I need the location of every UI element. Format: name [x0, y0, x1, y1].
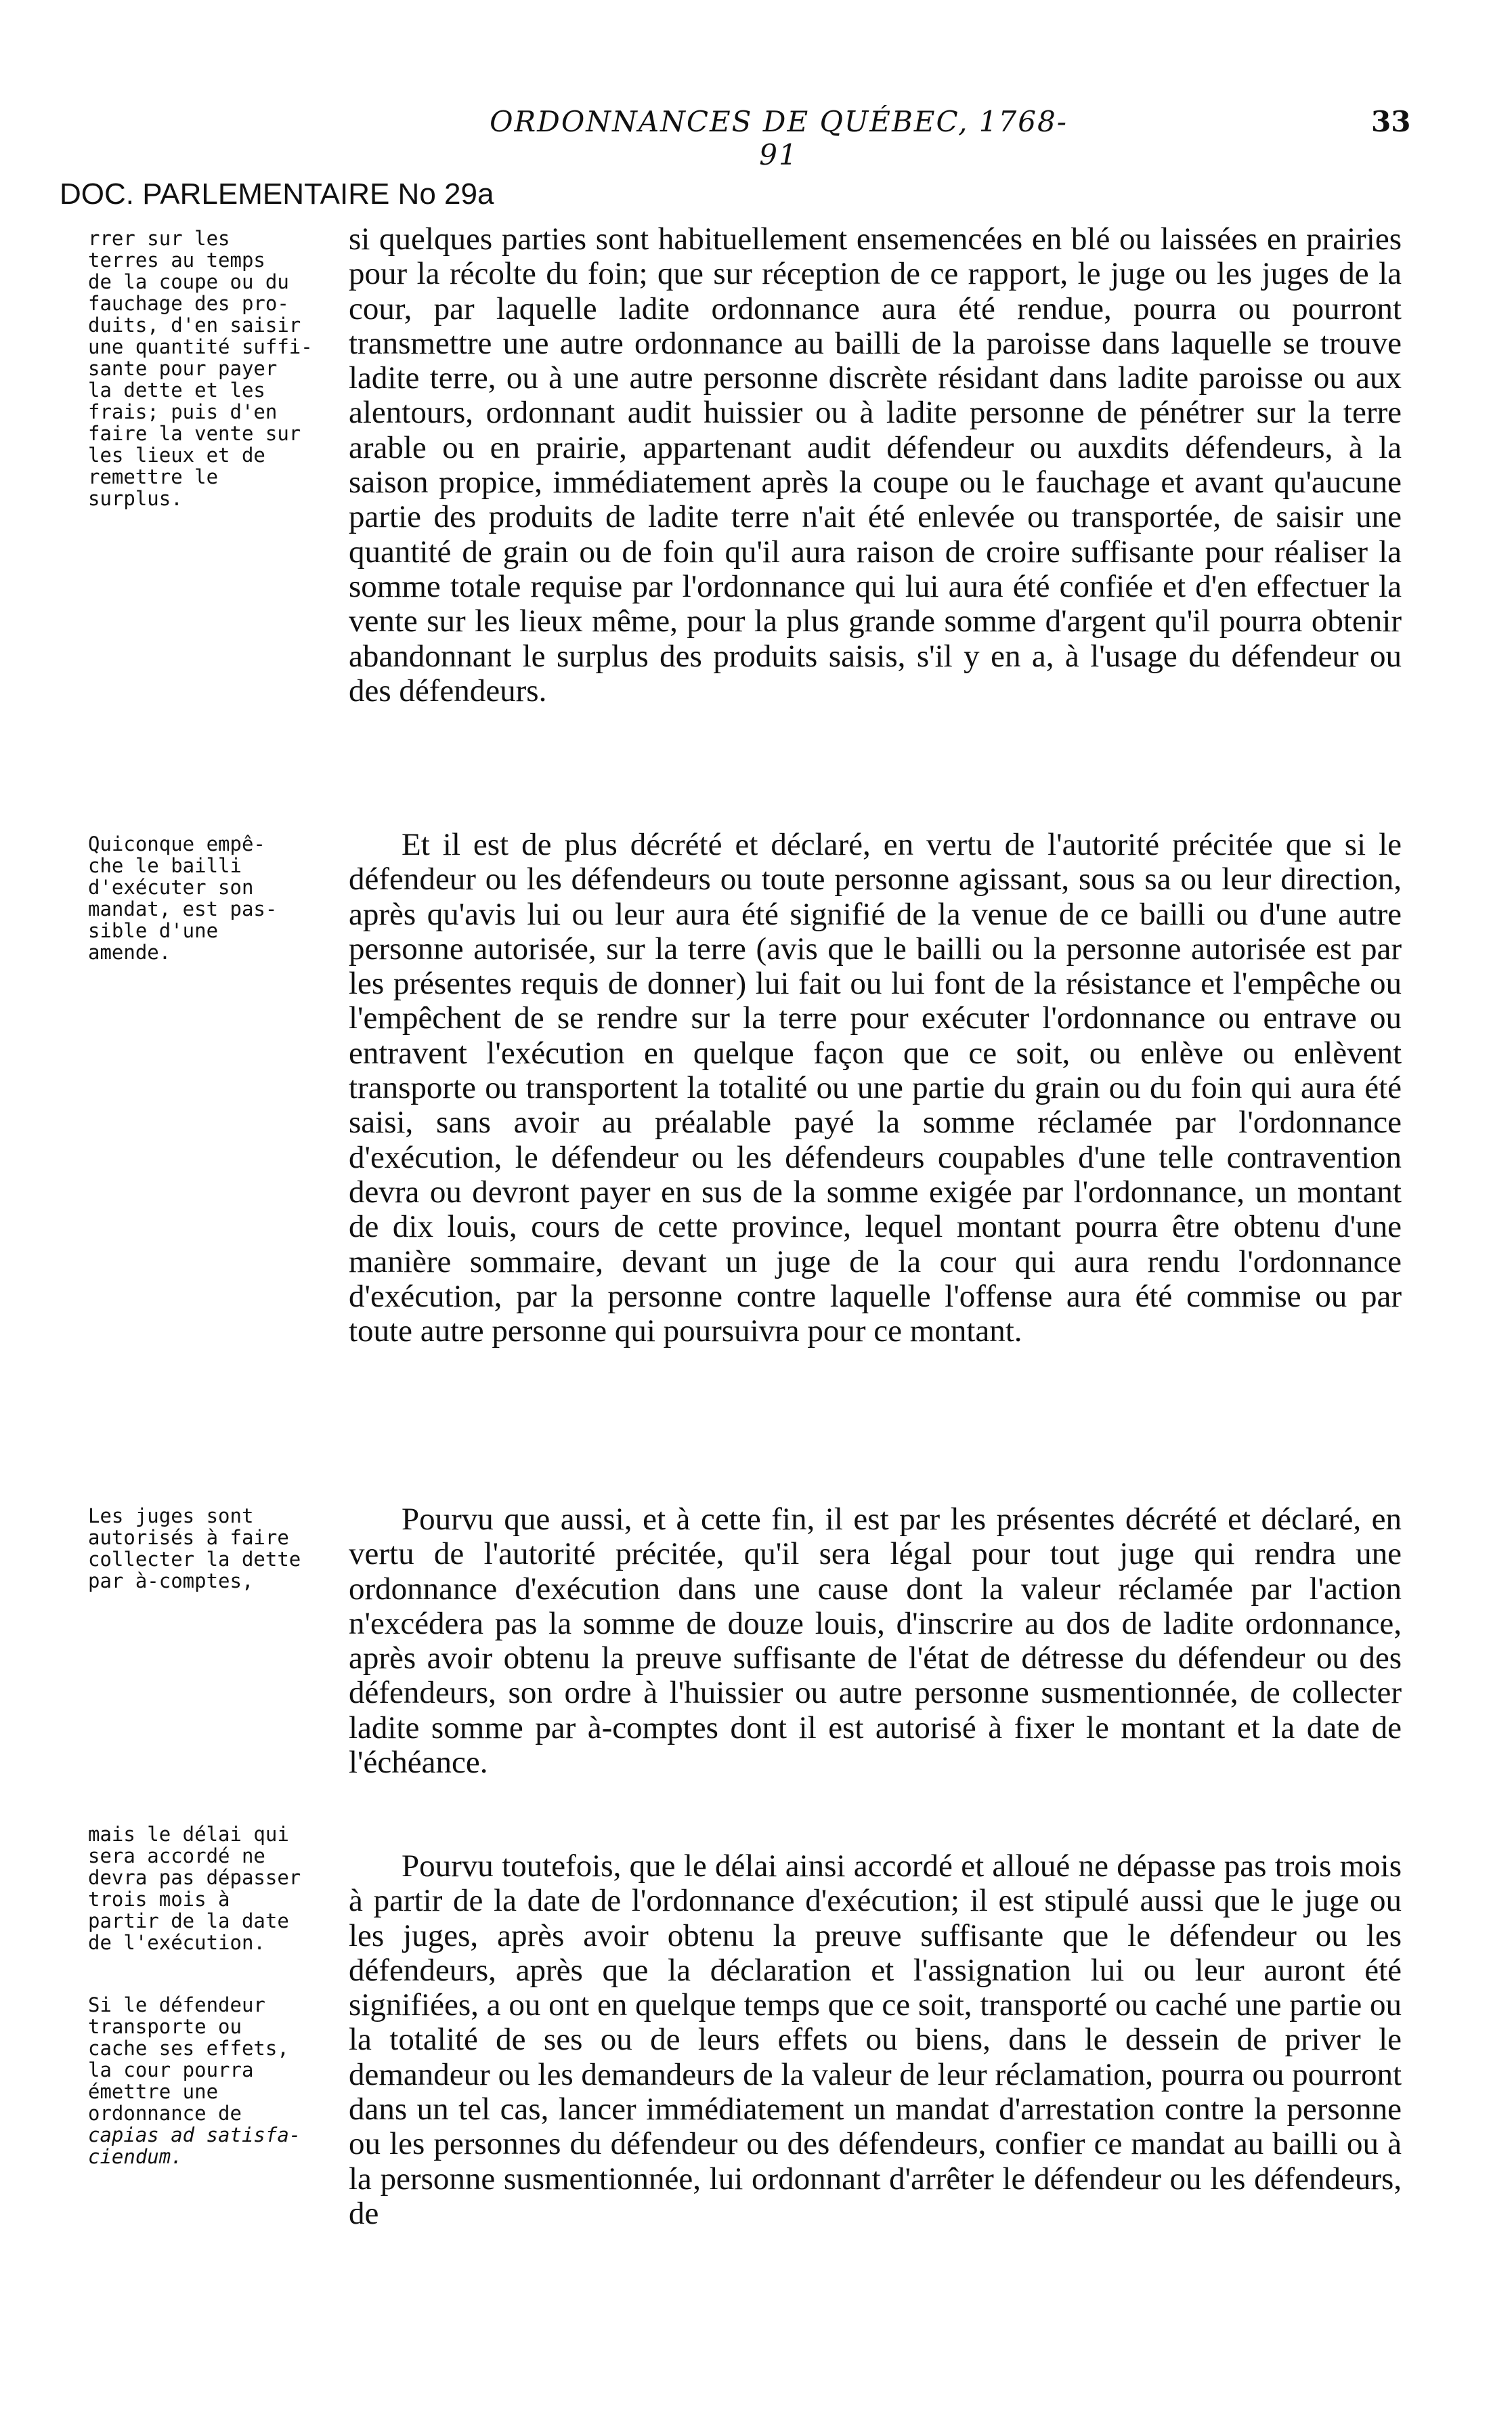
page-number: 33: [1371, 105, 1411, 138]
margin-note-fine: Quiconque empê- che le bailli d'exécuter son mandat, est pas- sible d'une amende.: [88, 832, 278, 964]
running-title: ORDONNANCES DE QUÉBEC, 1768-91: [490, 105, 1068, 171]
margin-note-capias-latin: capias ad satisfa- ciendum.: [88, 2123, 301, 2168]
paragraph-3: Pourvu que aussi, et à cette fin, il est par les présentes décrété et déclaré, en vertu de l'autorité précitée, qu'il sera légal pour tout juge qui rendra une ordonnance d'exécution dans une cause dont la valeur réclamée par l'action n'excédera pas la somme de douze louis, d'inscrire au dos de ladite ordonnance, après avoir obtenu la preuve suffisante de l'état de détresse du défendeur ou des défendeurs, son ordre à l'huissier ou autre personne susmentionnée, de collecter ladite somme par à-comptes dont il est autorisé à fixer le montant et la date de l'échéance.: [349, 1502, 1402, 1781]
margin-note-capias: [88, 1972, 352, 2189]
margin-note-capias-text: Si le défendeur transporte ou cache ses effets, la cour pourra émettre une ordonnance de: [88, 1993, 289, 2125]
margin-note-delay: mais le délai qui sera accordé ne devra pas dépasser trois mois à partir de la date de l'exécution.: [88, 1823, 301, 1954]
doc-label: DOC. PARLEMENTAIRE No 29a: [60, 177, 494, 211]
margin-note-installments: Les juges sont autorisés à faire collecter la dette par à-comptes,: [88, 1504, 301, 1592]
paragraph-1: si quelques parties sont habituellement ensemencées en blé ou laissées en prairies pour la récolte du foin; que sur réception de ce rapport, le juge ou les juges de la cour, par laquelle ladite ordonnance aura été rendue, pourra ou pourront transmettre une autre ordonnance au bailli de la paroisse dans laquelle se trouve ladite terre, ou à une autre personne discrète résidant dans ladite paroisse ou aux alentours, ordonnant audit huissier ou à ladite personne de pénétrer sur la terre arable ou en prairie, appartenant audit défendeur ou auxdits défendeurs, à la saison propice, immédiatement après la coupe ou le fauchage et avant qu'aucune partie des produits de ladite terre n'ait été enlevée ou transportée, de saisir une quantité de grain ou de foin qu'il aura raison de croire suffisante pour réaliser la somme totale requise par l'ordonnance qui lui aura été confiée et d'en effectuer la vente sur les lieux même, pour la plus grande somme d'argent qu'il pourra obtenir abandonnant le surplus des produits saisis, s'il y en a, à l'usage du défendeur ou des défendeurs.: [349, 221, 1402, 708]
paragraph-4: Pourvu toutefois, que le délai ainsi accordé et alloué ne dépasse pas trois mois à partir de la date de l'ordonnance d'exécution; il est stipulé aussi que le juge ou les juges, après avoir obtenu la preuve suffisante que le défendeur ou les défendeurs, après que la déclaration et l'assignation lui ou leur auront été signifiées, a ou ont en quelque temps que ce soit, transporté ou caché une partie ou la totalité de ses ou de leurs effets ou biens, dans le dessein de priver le demandeur ou les demandeurs de la valeur de leur réclamation, pourra ou pourront dans un tel cas, lancer immédiatement un mandat d'arrestation contre la personne ou les personnes du défendeur ou des défendeurs, confier ce mandat au bailli ou à la personne susmentionnée, lui ordonnant d'arrêter le défendeur ou les défendeurs, de: [349, 1848, 1402, 2231]
margin-note-seizure: rrer sur les terres au temps de la coupe ou du fauchage des pro- duits, d'en saisir une quantité suffi- sante pour payer la dette et les frais; puis d'en faire la vente sur les lieux et de remettre le surplus.: [88, 227, 313, 510]
paragraph-2: Et il est de plus décrété et déclaré, en vertu de l'autorité précitée que si le défendeur ou les défendeurs ou toute personne agissant, sous sa ou leur direction, après qu'avis lui ou leur aura été signifié de la venue de ce bailli ou d'une autre personne autorisée, sur la terre (avis que le bailli ou la personne autorisée est par les présentes requis de donner) lui fait ou lui font de la résistance et l'empêche ou l'empêchent de se rendre sur la terre pour exécuter l'ordonnance ou entrave ou entravent l'exécution en quelque façon que ce soit, ou enlève ou enlèvent transporte ou transportent la totalité ou une partie du grain ou du foin qui aura été saisi, sans avoir au préalable payé la somme réclamée par l'ordonnance d'exécution, le défendeur ou les défendeurs coupables d'une telle contravention devra ou devront payer en sus de la somme exigée par l'ordonnance, un montant de dix louis, cours de cette province, lequel montant pourra être obtenu d'une manière sommaire, devant un juge de la cour qui aura rendu l'ordonnance d'exécution, par la personne contre laquelle l'offense aura été commise ou par toute autre personne qui poursuivra pour ce montant.: [349, 827, 1402, 1349]
